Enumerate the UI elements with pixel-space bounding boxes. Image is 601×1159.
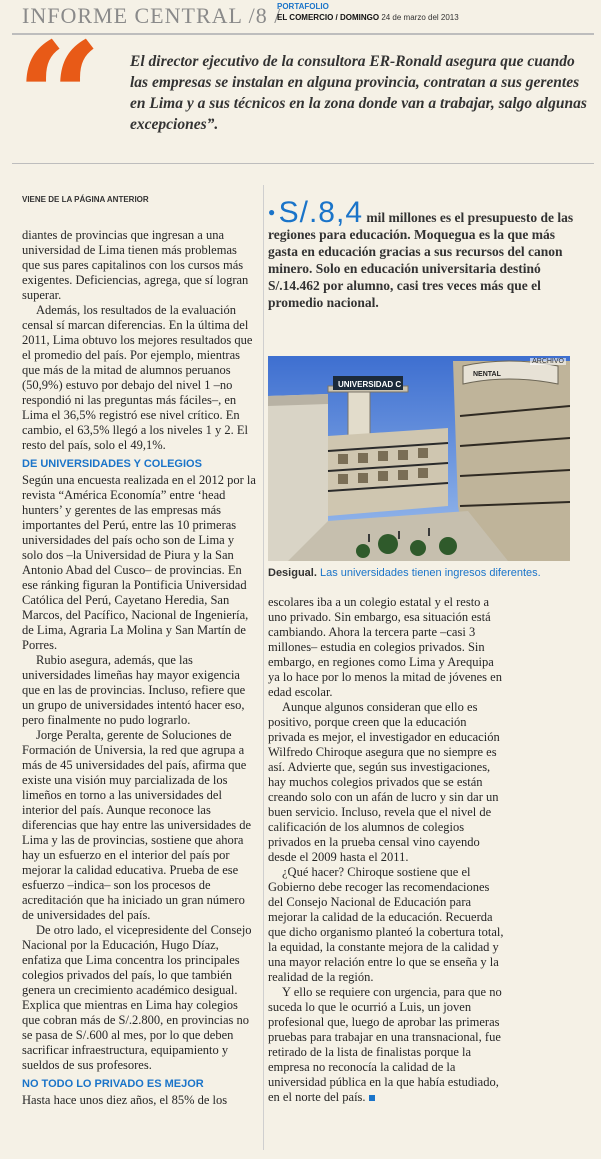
column-divider — [263, 185, 264, 1150]
article-column-2 — [268, 595, 504, 1155]
photo-illustration — [268, 356, 570, 561]
photo-credit: ARCHIVO — [532, 358, 564, 365]
continued-label: VIENE DE LA PÁGINA ANTERIOR — [22, 195, 149, 204]
paragraph: ¿Qué hacer? Chiroque sostiene que el Gobierno debe recoger las recomendaciones del Consejo Nacional de Educación para mejorar la calidad de la educación. Recuerda que dicho organismo planteó la cobertura total, la equidad, la constante mejora de la calidad y una mayor relación entre lo que se enseña y la realidad de la región. — [268, 865, 504, 984]
fact-text: mil millones es el presupuesto de las regiones para educación. Moquegua es la que más gasta en educación gracias a sus recursos del canon minero. Solo en educación universitaria destinó S/.14.462 por alumno, casi tres veces más que el promedio nacional. — [268, 210, 574, 310]
dateline — [277, 13, 459, 22]
building-sign: UNIVERSIDAD C — [338, 380, 402, 389]
pull-quote-text: El director ejecutivo de la consultora ER-Ronald asegura que cuando las empresas se instalan en alguna provincia, contratan a sus gerentes en Lima y a sus técnicos en la zona donde van a trabajar, salgo algunas excepciones”. — [130, 53, 587, 133]
photo-caption — [268, 567, 578, 579]
paragraph: Jorge Peralta, gerente de Soluciones de Formación de Universia, la red que agrupa a más de 45 universidades del país, afirma que existe una visión muy parcializada de los limeños en torno a las universidades del interior del país. Aunque reconoce las diferencias que hay entre las universidades de Lima y las de provincias, sostiene que ahora hay un esfuerzo en el interior del país por mejorar la calidad educativa. Prueba de ese esfuerzo –indica– son los procesos de acreditación que ha iniciado un gran número de universidades del país. — [22, 728, 252, 922]
university-photo — [268, 356, 570, 561]
paragraph: Según una encuesta realizada en el 2012 por la revista “América Economía” entre ‘head hunters’ y gerentes de las empresas más importantes del Perú, entre las 10 primeras universidades del país ocho son de Lima y solo dos –la Universidad de Piura y la San Antonio Abad del Cusco– de provincias. En ese ránking figuran la Pontificia Universidad Católica del Perú, Cayetano Heredia, San Marcos, del Pacífico, Nacional de Ingeniería, de Lima, Agraria La Molina y San Martín de Porres. — [22, 473, 256, 652]
bullet-icon: ● — [268, 205, 276, 219]
fact-box — [268, 196, 578, 311]
paragraph: Rubio asegura, además, que las universidades limeñas hay mayor exigencia que en las de provincias. Incluso, refiere que un grupo de universidades intentó hacer eso, pero finalmente no pudo lograrlo. — [22, 653, 246, 727]
subheading: NO TODO LO PRIVADO ES MEJOR — [22, 1078, 204, 1090]
paragraph-text: Y ello se requiere con urgencia, para que no suceda lo que le ocurrió a Luis, un joven profesional que, luego de aprobar las primeras pruebas para trabajar en una transnacional, fue retirado de la lista de finalistas porque la empresa no reconocía la calidad de la universidad pública en la que había estudiado, en el norte del país. — [268, 985, 502, 1104]
paragraph: diantes de provincias que ingresan a una universidad de Lima tienen más problemas que sus pares capitalinos con los cursos más exigentes. Deficiencias, agrega, que sí logran superar. — [22, 228, 249, 302]
article-column-1 — [22, 228, 258, 1148]
supplement-label: PORTAFOLIO — [277, 2, 329, 11]
fact-figure: S/.8,4 — [278, 196, 364, 229]
end-of-article-icon — [369, 1095, 375, 1101]
subheading: DE UNIVERSIDADES Y COLEGIOS — [22, 458, 202, 470]
paragraph: escolares iba a un colegio estatal y el resto a uno privado. Sin embargo, esa situación está cambiando. Ahora la tercera parte –casi 3 millones– estudia en colegios privados. Sin embargo, en regiones como Lima y Arequipa ya lo hace por lo menos la mitad de jóvenes en edad escolar. — [268, 595, 502, 699]
caption-lead: Desigual. — [268, 567, 317, 579]
quote-mark-icon: “ — [16, 10, 103, 186]
newspaper-name: EL COMERCIO / DOMINGO — [277, 13, 380, 22]
section-title: INFORME CENTRAL /8 / — [22, 3, 282, 28]
paragraph: Además, los resultados de la evaluación censal sí marcan diferencias. En la última del 2011, Lima obtuvo los mejores resultados que el promedio del país. Por ejemplo, mientras que más de la mitad de alumnos peruanos (50,9%) estuvo por debajo del nivel 1 –no respondió ni las preguntas más fáciles–, en Lima el 36,5% registró ese nivel crítico. En cambio, el 63,5% llegó a los niveles 1 y 2. El resto del país, solo el 49,1%. — [22, 303, 253, 452]
paragraph: Aunque algunos consideran que ello es positivo, porque creen que la educación privada es mejor, el investigador en educación Wilfredo Chiroque asegura que no siempre es así. Advierte que, según sus investigaciones, hay muchos colegios privados que se están creando solo con un afán de lucro y sin dar un buen servicio. Incluso, revela que el nivel de calificación de los alumnos de colegios privados en la prueba censal vino cayendo desde el 2009 hasta el 2011. — [268, 700, 500, 864]
caption-text: Las universidades tienen ingresos diferentes. — [319, 567, 541, 579]
paragraph: Hasta hace unos diez años, el 85% de los — [22, 1093, 228, 1107]
paragraph: De otro lado, el vicepresidente del Consejo Nacional por la Educación, Hugo Díaz, enfatiza que Lima concentra los principales colegios privados del país, lo que también genera un crecimiento académico desigual. Explica que mientras en Lima hay colegios que cobran más de S/.2.800, en provincias no se pasa de S/.600 al mes, por lo que deben sacrificar infraestructura, equipamiento y sueldos de sus profesores. — [22, 923, 252, 1072]
paragraph — [268, 985, 504, 1105]
issue-date: 24 de marzo del 2013 — [381, 13, 459, 22]
building-sign-2: NENTAL — [473, 371, 501, 378]
